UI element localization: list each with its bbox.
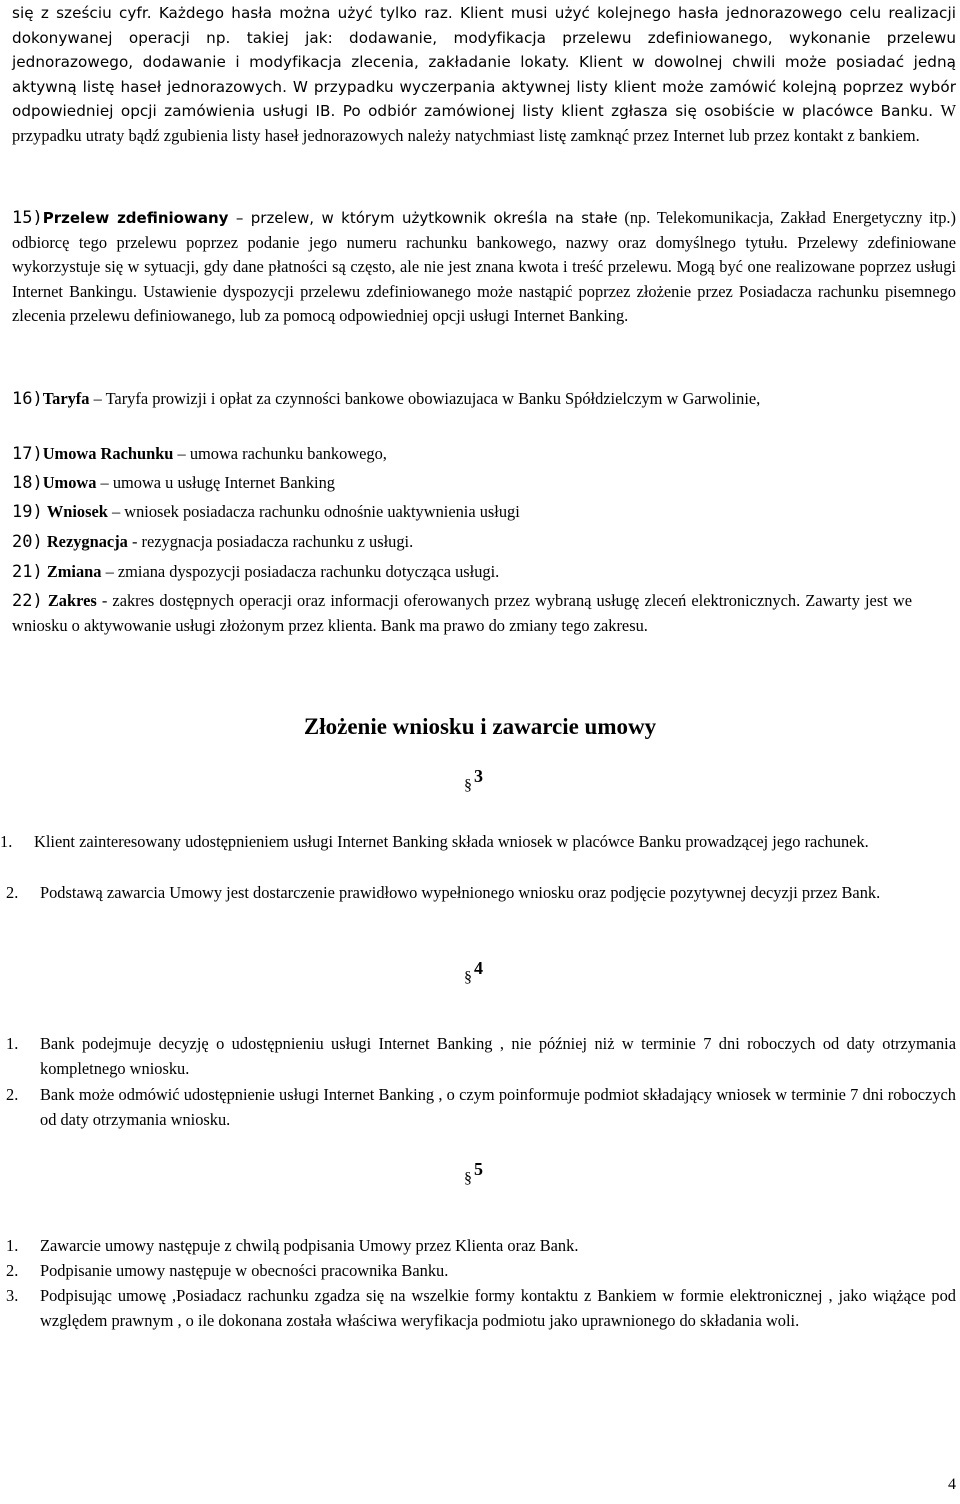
paragraph-3-item-1 <box>0 830 956 880</box>
definition-text: – zmiana dyspozycji posiadacza rachunku dotycząca usługi. <box>101 562 500 581</box>
item-text: Podstawą zawarcia Umowy jest dostarczenie prawidłowo wypełnionego wniosku oraz podjęcie pozytywnej decyzji przez Bank. <box>40 883 881 902</box>
item-text: Bank podejmuje decyzję o udostępnieniu usługi Internet Banking , nie później niż w terminie 7 dni roboczych od daty otrzymania kompletnego wniosku. <box>40 1034 956 1078</box>
definition-number: 21) <box>12 562 43 582</box>
item-text: Podpisując umowę ,Posiadacz rachunku zgadza się na wszelkie formy kontaktu z Bankiem w formie elektronicznej , jako wiążące pod względem prawnym , o ile dokonana została właściwa weryfikacja podmiotu jako uprawnionego do składania woli. <box>40 1286 956 1330</box>
definition-17 <box>12 442 956 467</box>
paragraph-5-heading <box>464 1159 483 1187</box>
definition-16 <box>12 387 956 412</box>
definition-term: Umowa <box>42 473 97 492</box>
definition-text: - rezygnacja posiadacza rachunku z usługi. <box>127 532 414 551</box>
definition-number: 17) <box>12 444 43 464</box>
definition-term: Przelew zdefiniowany <box>42 209 229 227</box>
item-text: Bank może odmówić udostępnienie usługi Internet Banking , o czym poinformuje podmiot składający wniosek w terminie 7 dni roboczych od daty otrzymania wniosku. <box>40 1085 956 1129</box>
section-heading: Złożenie wniosku i zawarcie umowy <box>303 714 657 739</box>
definition-text: – wniosek posiadacza rachunku odnośnie uaktywnienia usługi <box>107 502 520 521</box>
definition-term: Wniosek <box>46 502 108 521</box>
item-text: Zawarcie umowy następuje z chwilą podpisania Umowy przez Klienta oraz Bank. <box>40 1236 579 1255</box>
item-text: Klient zainteresowany udostępnieniem usługi Internet Banking składa wniosek w placówce Banku prowadzącej jego rachunek. <box>34 832 869 851</box>
definition-19 <box>12 500 956 525</box>
definition-term: Rezygnacja <box>46 532 128 551</box>
definition-text: – umowa rachunku bankowego, <box>173 444 387 463</box>
paragraph-number: 3 <box>474 766 483 786</box>
paragraph-4-item-1 <box>0 1032 956 1082</box>
definition-term: Zakres <box>47 591 97 610</box>
intro-text-sans: się z sześciu cyfr. Każdego hasła można użyć tylko raz. Klient musi użyć kolejnego hasła jednorazowego celu realizacji dokonywanej operacji np. takiej jak: dodawanie, modyfikacja przelewu zdefiniowanego, wykonanie przelewu jednorazowego, dodawanie i modyfikacja zlecenia, zakładanie lokaty. Klient w dowolnej chwili może posiadać jedną aktywną listę haseł jednorazowych. W przypadku wyczerpania aktywnej listy klient może zamówić kolejną poprzez wybór odpowiedniej opcji zamówienia usługi IB. Po odbiór zamówionej listy klient zgłasza się osobiście w placówce Banku. <box>12 4 956 120</box>
item-number: 1. <box>6 1236 19 1255</box>
paragraph-5-item-2 <box>0 1259 956 1285</box>
item-number: 1. <box>0 832 13 851</box>
definition-text-a: – przelew, w którym użytkownik określa na stałe <box>228 209 618 227</box>
item-number: 3. <box>6 1286 19 1305</box>
definition-text: (np. Telekomunikacja, Zakład Energetyczny itp.) odbiorcę tego przelewu poprzez podanie jego numeru rachunku bankowego, nazwy oraz domyślnego tytułu. Przelewy zdefiniowane wykorzystuje się w sytuacji, gdy dane płatności są często, ale nie jest znana kwota i treść przelewu. Mogą być one realizowane poprzez usługi Internet Bankingu. Ustawienie dyspozycji przelewu zdefiniowanego może nastąpić poprzez złożenie przez Posiadacza rachunku pisemnego zlecenia przelewu definiowanego, lub za pomocą odpowiedniej opcji usługi Internet Banking. <box>12 208 956 325</box>
definition-text: – Taryfa prowizji i opłat za czynności bankowe obowiazujaca w Banku Spółdzielczym w Garwolinie, <box>89 389 761 408</box>
paragraph-3-item-2 <box>0 881 956 931</box>
definition-text: – umowa u usługę Internet Banking <box>96 473 335 492</box>
definition-text: - zakres dostępnych operacji oraz informacji oferowanych przez wybraną usługę zleceń elektronicznych. Zawarty jest we wniosku o aktywowanie usługi złożonym przez klienta. Bank ma prawo do zmiany tego zakresu. <box>12 591 912 635</box>
definition-term: Zmiana <box>46 562 102 581</box>
item-number: 2. <box>6 1261 19 1280</box>
definition-20 <box>12 530 956 555</box>
section-sign: § <box>464 1170 472 1187</box>
definition-18 <box>12 471 956 496</box>
definition-number: 16) <box>12 389 43 409</box>
item-number: 2. <box>6 1085 19 1104</box>
item-number: 2. <box>6 883 19 902</box>
definition-number: 18) <box>12 473 43 493</box>
section-sign: § <box>464 777 472 794</box>
paragraph-number: 4 <box>474 958 483 978</box>
definition-22 <box>12 589 912 638</box>
definition-number: 15) <box>12 208 43 228</box>
definition-number: 19) <box>12 502 43 522</box>
section-sign: § <box>464 969 472 986</box>
item-number: 1. <box>6 1034 19 1053</box>
definition-term: Umowa Rachunku <box>42 444 174 463</box>
paragraph-5-item-1 <box>0 1234 956 1260</box>
intro-paragraph <box>12 1 956 148</box>
paragraph-3-heading <box>464 766 483 794</box>
definition-number: 22) <box>12 591 43 611</box>
paragraph-4-heading <box>464 958 483 986</box>
intro-text-serif: W przypadku utraty bądź zgubienia listy haseł jednorazowych należy natychmiast listę zamknąć przez Internet lub przez kontakt z bankiem. <box>12 101 956 145</box>
paragraph-4-item-2 <box>0 1083 956 1133</box>
item-text: Podpisanie umowy następuje w obecności pracownika Banku. <box>40 1261 449 1280</box>
page-number: 4 <box>948 1476 956 1493</box>
definition-21 <box>12 560 956 585</box>
definition-term: Taryfa <box>42 389 90 408</box>
paragraph-5-item-3 <box>0 1284 956 1360</box>
definition-number: 20) <box>12 532 43 552</box>
definition-15 <box>12 206 956 329</box>
paragraph-number: 5 <box>474 1159 483 1179</box>
